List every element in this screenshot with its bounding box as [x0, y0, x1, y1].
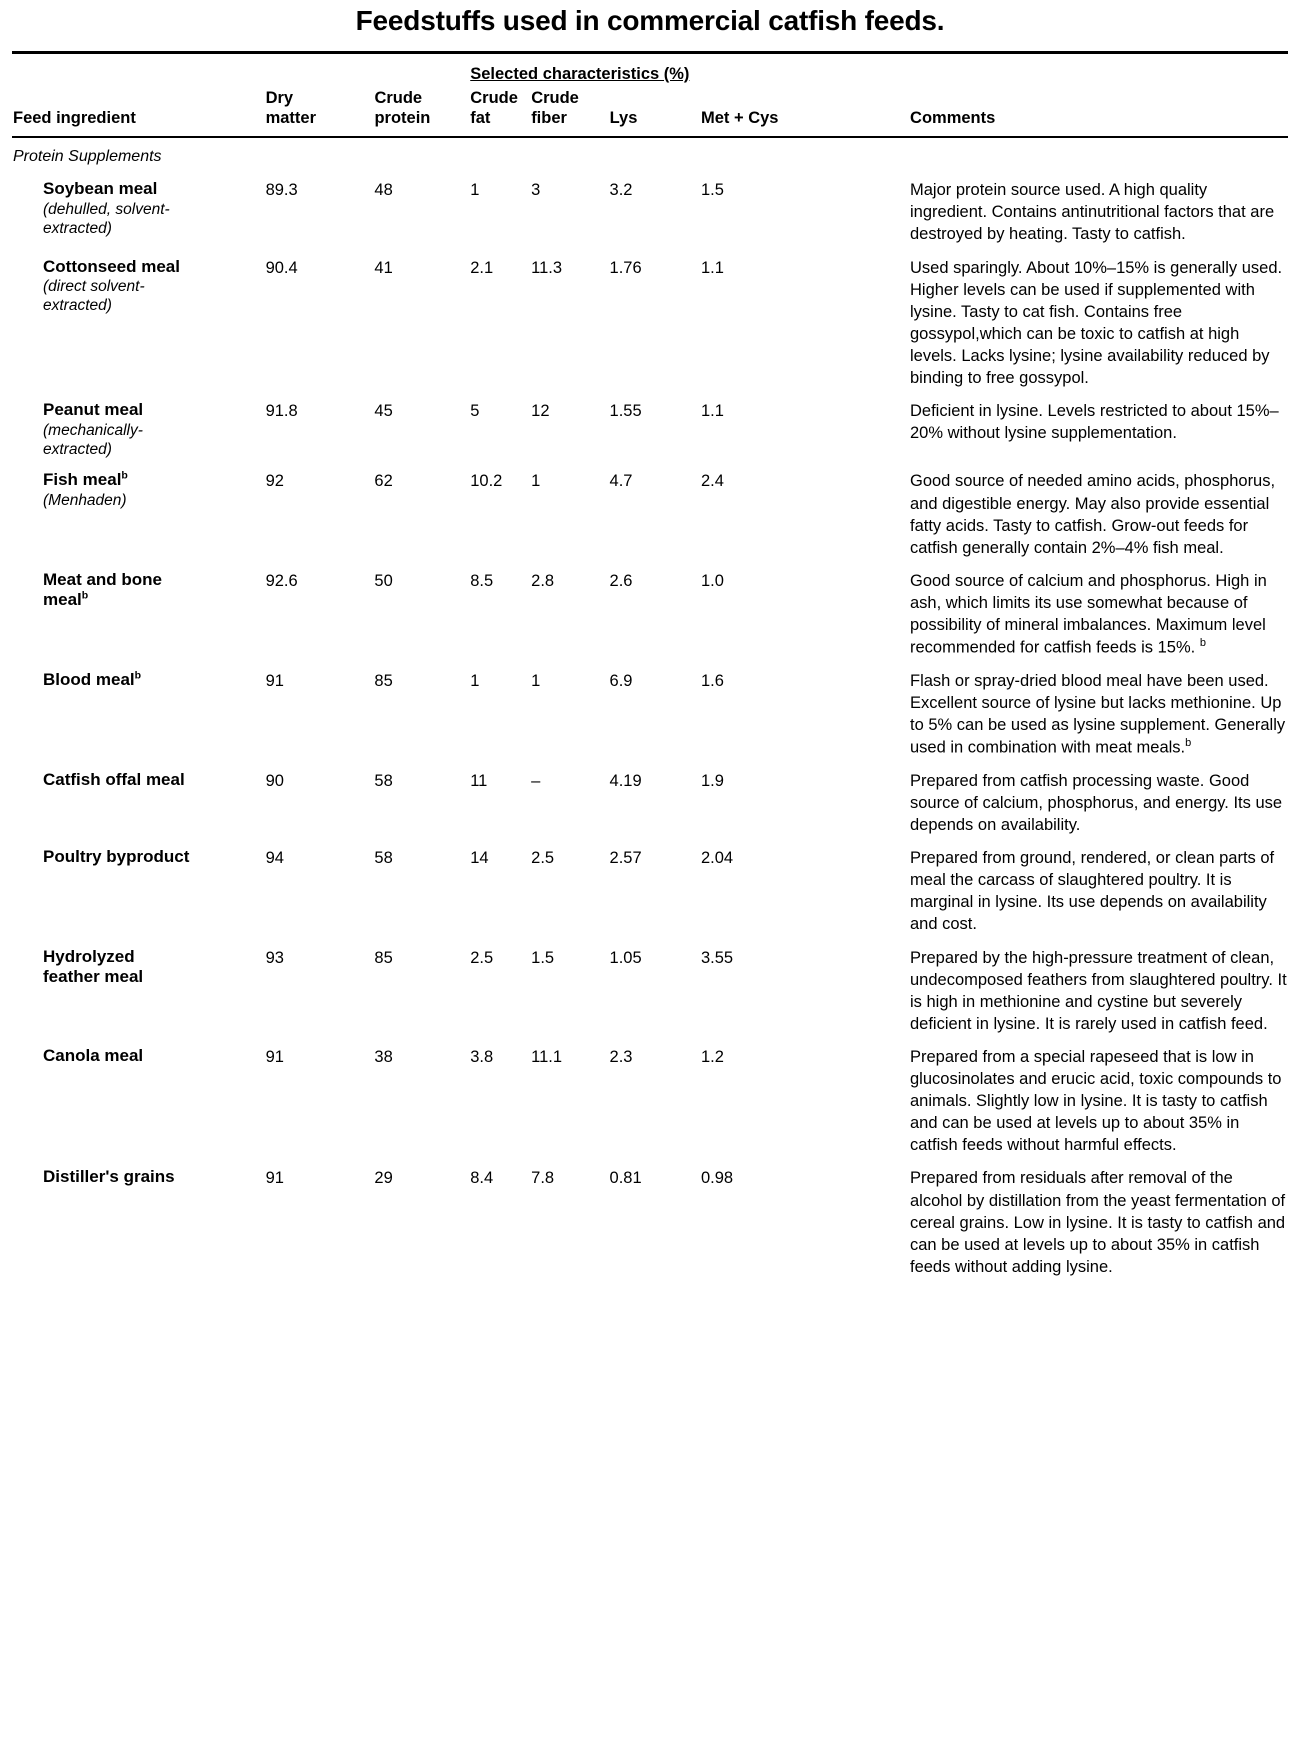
- ingredient-subtitle: (mechanically- extracted): [43, 421, 143, 458]
- spacer-cell: [852, 760, 909, 837]
- cell-crude-fat: 1: [470, 181, 480, 200]
- ingredient-subtitle: (Menhaden): [43, 491, 127, 509]
- column-header-met-cys-label: Met + Cys: [701, 108, 779, 127]
- column-header-comments: [909, 87, 1288, 130]
- cell-comments: Deficient in lysine. Levels restricted to about 15%–20% without lysine supplementation.: [910, 402, 1279, 443]
- spacer-cell: [265, 64, 374, 87]
- cell-crude-protein: 29: [374, 1169, 393, 1188]
- spacer-cell: [852, 87, 909, 130]
- ingredient-name: Hydrolyzed feather meal: [43, 946, 144, 986]
- column-header-crude-protein-line1: Crude: [374, 88, 423, 107]
- ingredient-name: Peanut meal: [43, 400, 144, 420]
- column-header-crude-fiber-line2: fiber: [531, 108, 567, 127]
- cell-feed-ingredient: [12, 247, 265, 391]
- cell-crude-fiber: 11.1: [531, 1047, 563, 1066]
- cell-feed-ingredient: [12, 1036, 265, 1158]
- cell-crude-protein: 85: [374, 671, 393, 690]
- column-header-crude-fiber: [530, 87, 608, 130]
- cell-crude-fiber: 3: [531, 181, 541, 200]
- column-header-lys: [609, 87, 700, 130]
- cell-feed-ingredient: [12, 169, 265, 246]
- cell-met-cys: 1.9: [700, 771, 724, 790]
- spacer-cell: [852, 837, 909, 936]
- column-header-crude-fat: [469, 87, 530, 130]
- ingredient-name: Blood meal$^b$: [43, 669, 142, 689]
- table-row: [12, 560, 1288, 660]
- footnote-marker: b: [1199, 637, 1206, 650]
- cell-dry-matter: 92.6: [265, 571, 298, 590]
- spanning-header-row: [12, 64, 1288, 87]
- cell-crude-fiber: 1: [531, 472, 541, 491]
- cell-crude-fiber: 1.5: [531, 948, 555, 967]
- spacer-cell: [852, 937, 909, 1036]
- cell-crude-fat: 8.5: [470, 571, 494, 590]
- cell-met-cys: 0.98: [700, 1169, 734, 1188]
- cell-crude-fat: 8.4: [470, 1169, 494, 1188]
- cell-lys: 4.19: [609, 771, 642, 790]
- cell-crude-protein: 38: [374, 1047, 393, 1066]
- cell-feed-ingredient: [12, 460, 265, 559]
- column-header-crude-protein-line2: protein: [374, 108, 431, 127]
- cell-feed-ingredient: [12, 390, 265, 460]
- cell-crude-protein: 48: [374, 181, 393, 200]
- cell-dry-matter: 91.8: [265, 402, 298, 421]
- cell-feed-ingredient: [12, 937, 265, 1036]
- cell-lys: 1.55: [609, 402, 642, 421]
- cell-feed-ingredient: [12, 660, 265, 760]
- cell-crude-fat: 2.1: [470, 258, 494, 277]
- spacer-cell: [852, 1036, 909, 1158]
- cell-dry-matter: 92: [265, 472, 284, 491]
- cell-comments: Prepared from ground, rendered, or clean parts of meal the carcass of slaughtered poultry. It is marginal in lysine. Its use depends on availability and cost.: [910, 849, 1275, 934]
- ingredient-name: Canola meal: [43, 1045, 144, 1065]
- column-header-feed-ingredient-label: Feed ingredient: [13, 108, 136, 127]
- cell-lys: 2.6: [609, 571, 633, 590]
- cell-met-cys: 3.55: [700, 948, 734, 967]
- cell-comments: Prepared from catfish processing waste. Good source of calcium, phosphorus, and energy. Its use depends on availability.: [910, 771, 1283, 834]
- table-row: [12, 1036, 1288, 1158]
- cell-lys: 2.57: [609, 849, 642, 868]
- cell-lys: 1.05: [609, 948, 642, 967]
- cell-lys: 1.76: [609, 258, 642, 277]
- cell-crude-fat: 11: [470, 771, 488, 790]
- cell-crude-fiber: 1: [531, 671, 541, 690]
- cell-feed-ingredient: [12, 760, 265, 837]
- cell-dry-matter: 89.3: [265, 181, 298, 200]
- cell-crude-fat: 14: [470, 849, 489, 868]
- cell-lys: 4.7: [609, 472, 633, 491]
- cell-crude-fiber: 12: [531, 402, 550, 421]
- cell-crude-protein: 45: [374, 402, 393, 421]
- cell-comments: Flash or spray-dried blood meal have been used. Excellent source of lysine but lacks methionine. Up to 5% can be used as lysine supplement. Generally used in combination with meat meals.$^b$: [910, 671, 1286, 757]
- column-header-met-cys: [700, 87, 852, 130]
- cell-met-cys: 1.1: [700, 258, 724, 277]
- ingredient-subtitle: (dehulled, solvent- extracted): [43, 200, 170, 237]
- ingredient-name: Meat and bone meal$^b$: [43, 569, 163, 610]
- cell-dry-matter: 91: [265, 1047, 284, 1066]
- group-header-row: [12, 138, 1288, 169]
- cell-crude-fiber: –: [531, 771, 541, 790]
- cell-comments: Prepared from a special rapeseed that is low in glucosinolates and erucic acid, toxic compounds to animals. Slightly low in lysine. It is tasty to catfish and can be used at levels up to about 35% in catfish feeds without harmful effects.: [910, 1047, 1282, 1155]
- spacer-cell: [852, 169, 909, 246]
- table-row: [12, 837, 1288, 936]
- table-row: [12, 937, 1288, 1036]
- cell-crude-protein: 50: [374, 571, 393, 590]
- table-title: Feedstuffs used in commercial catfish feeds.: [355, 5, 945, 36]
- column-header-comments-label: Comments: [910, 108, 996, 127]
- ingredient-name: Cottonseed meal: [43, 256, 180, 276]
- table-row: [12, 390, 1288, 460]
- column-header-row: [12, 87, 1288, 130]
- cell-comments: Good source of calcium and phosphorus. High in ash, which limits its use somewhat because of possibility of mineral imbalances. Maximum level recommended for catfish feeds is 15%. $^b$: [910, 571, 1267, 657]
- cell-crude-protein: 62: [374, 472, 393, 491]
- header-table: [12, 64, 1288, 130]
- cell-crude-fat: 2.5: [470, 948, 494, 967]
- cell-crude-fat: 10.2: [470, 472, 503, 491]
- table-body: [12, 138, 1288, 1279]
- ingredient-name: Poultry byproduct: [43, 847, 190, 867]
- table-row: [12, 247, 1288, 391]
- cell-crude-fiber: 2.5: [531, 849, 555, 868]
- cell-crude-fiber: 7.8: [531, 1169, 555, 1188]
- cell-met-cys: 1.1: [700, 402, 724, 421]
- table-row: [12, 460, 1288, 559]
- column-header-crude-protein: [373, 87, 469, 130]
- footnote-marker: b: [121, 469, 128, 482]
- ingredient-name: Catfish offal meal: [43, 769, 185, 789]
- column-header-crude-fat-line2: fat: [470, 108, 491, 127]
- cell-comments: Good source of needed amino acids, phosphorus, and digestible energy. May also provide essential fatty acids. Tasty to catfish. Grow-out feeds for catfish generally contain 2%–4% fish meal.: [910, 472, 1276, 557]
- cell-feed-ingredient: [12, 837, 265, 936]
- spacer-cell: [852, 660, 909, 760]
- cell-crude-fiber: 11.3: [531, 258, 563, 277]
- group-label: Protein Supplements: [13, 148, 162, 166]
- cell-comments: Used sparingly. About 10%–15% is generally used. Higher levels can be used if supplemented with lysine. Tasty to cat fish. Contains free gossypol,which can be toxic to catfish at high levels. Lacks lysine; lysine availability reduced by binding to free gossypol.: [910, 258, 1283, 388]
- cell-crude-protein: 58: [374, 771, 393, 790]
- cell-lys: 6.9: [609, 671, 633, 690]
- cell-met-cys: 1.0: [700, 571, 724, 590]
- spacer-cell: [12, 64, 265, 87]
- cell-dry-matter: 91: [265, 1169, 284, 1188]
- footnote-marker: b: [81, 589, 89, 602]
- ingredient-name: Soybean meal: [43, 179, 158, 199]
- cell-comments: Prepared by the high-pressure treatment of clean, undecomposed feathers from slaughtered poultry. It is high in methionine and cystine but severely deficient in lysine. It is rarely used in catfish feed.: [910, 948, 1287, 1033]
- table-header-block: [12, 54, 1288, 136]
- column-header-crude-fat-line1: Crude: [470, 88, 518, 107]
- cell-lys: 0.81: [609, 1169, 642, 1188]
- cell-feed-ingredient: [12, 560, 265, 660]
- cell-crude-protein: 85: [374, 948, 393, 967]
- column-header-dry-matter: [265, 87, 374, 130]
- footnote-marker: b: [134, 669, 142, 682]
- table-row: [12, 760, 1288, 837]
- selected-characteristics-label-cell: [469, 64, 909, 87]
- cell-lys: 2.3: [609, 1047, 633, 1066]
- spacer-cell: [852, 1157, 909, 1279]
- selected-characteristics-label: Selected characteristics (%): [470, 64, 690, 83]
- ingredient-name: Distiller's grains: [43, 1167, 175, 1187]
- cell-crude-fat: 3.8: [470, 1047, 494, 1066]
- cell-comments: Prepared from residuals after removal of the alcohol by distillation from the yeast fermentation of cereal grains. Low in lysine. It is tasty to catfish and can be used at levels up to about 35% in catfish feeds without adding lysine.: [910, 1169, 1286, 1276]
- spacer-cell: [852, 390, 909, 460]
- cell-lys: 3.2: [609, 181, 633, 200]
- cell-dry-matter: 90.4: [265, 258, 298, 277]
- column-header-dry-matter-line2: matter: [265, 108, 317, 127]
- spacer-cell: [852, 247, 909, 391]
- cell-met-cys: 2.4: [700, 472, 724, 491]
- cell-crude-protein: 58: [374, 849, 393, 868]
- ingredient-name: Fish meal$^b$: [43, 469, 128, 490]
- cell-dry-matter: 94: [265, 849, 284, 868]
- cell-crude-fat: 1: [470, 671, 480, 690]
- table-row: [12, 1157, 1288, 1279]
- ingredient-subtitle: (direct solvent- extracted): [43, 277, 145, 314]
- feedstuffs-table: [12, 138, 1288, 1279]
- column-header-dry-matter-line1: Dry: [265, 88, 294, 107]
- column-header-crude-fiber-line1: Crude: [531, 88, 579, 107]
- cell-met-cys: 1.5: [700, 181, 724, 200]
- spacer-cell: [373, 64, 469, 87]
- spacer-cell: [852, 460, 909, 559]
- column-header-lys-label: Lys: [609, 108, 638, 127]
- cell-crude-protein: 41: [374, 258, 393, 277]
- table-row: [12, 169, 1288, 246]
- cell-crude-fiber: 2.8: [531, 571, 555, 590]
- cell-dry-matter: 90: [265, 771, 284, 790]
- cell-crude-fat: 5: [470, 402, 480, 421]
- column-header-feed-ingredient: [12, 87, 265, 130]
- cell-met-cys: 2.04: [700, 849, 734, 868]
- cell-comments: Major protein source used. A high quality ingredient. Contains antinutritional factors that are destroyed by heating. Tasty to catfish.: [910, 181, 1275, 244]
- cell-dry-matter: 91: [265, 671, 284, 690]
- cell-feed-ingredient: [12, 1157, 265, 1279]
- cell-met-cys: 1.6: [700, 671, 724, 690]
- cell-dry-matter: 93: [265, 948, 284, 967]
- spacer-cell: [852, 560, 909, 660]
- spacer-cell: [909, 64, 1288, 87]
- footnote-marker: b: [1185, 737, 1192, 750]
- cell-met-cys: 1.2: [700, 1047, 724, 1066]
- table-row: [12, 660, 1288, 760]
